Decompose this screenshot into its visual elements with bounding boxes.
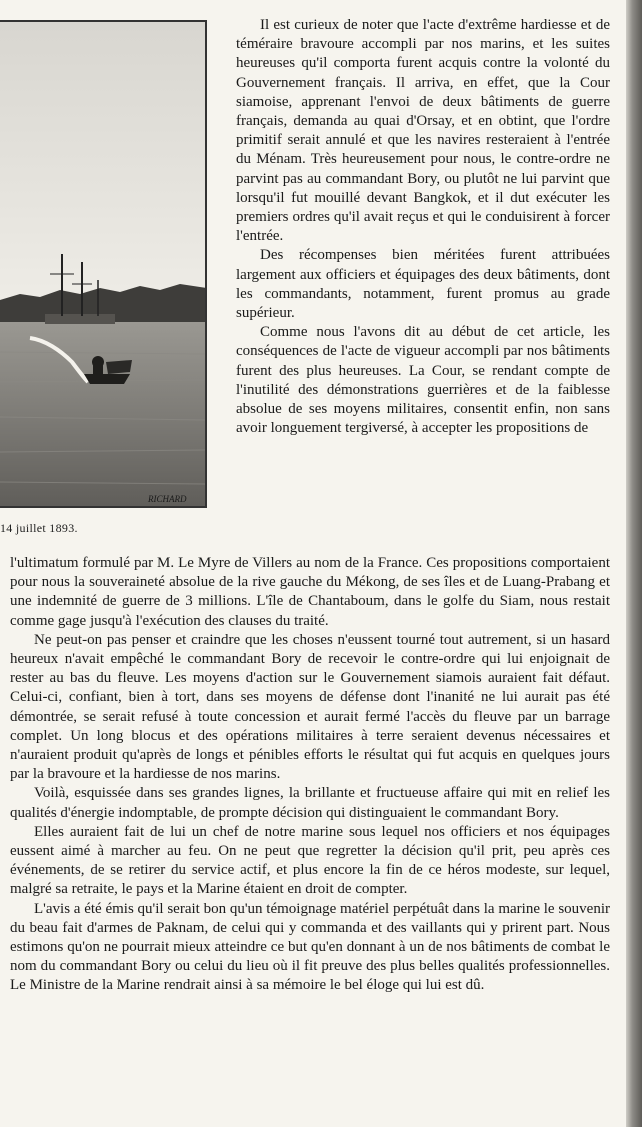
- photo-signature: RICHARD: [148, 494, 187, 504]
- full-width-text: [10, 554, 610, 996]
- paragraph: Elles auraient fait de lui un chef de notre marine sous lequel nos officiers et nos équipages eussent aimé à marcher au feu. On ne peut que regretter la décision qu'il prit, peu après ces événements, de se retirer du service actif, et plus encore la fin de ce héros modeste, sur lequel, malgré sa retraite, le pays et la Marine étaient en droit de compter.: [10, 823, 610, 898]
- paragraph: Des récompenses bien méritées furent attribuées largement aux officiers et équipages des deux bâtiments, dont les commandants, notamment, furent promus au grade supérieur.: [236, 247, 610, 322]
- paragraph: Ne peut-on pas penser et craindre que les choses n'eussent tourné tout autrement, si un hasard heureux n'avait empêché le commandant Bory de recevoir le contre-ordre qui lui enjoignait de rester au bas du fleuve. Les moyens d'action sur le Gouvernement siamois auraient fait défaut. Celui-ci, confiant, bien à tort, dans ses moyens de défense dont l'inanité ne lui aurait pas été démontrée, se serait refusé à toute concession et aurait fermé l'accès du fleuve par un barrage complet. Un long blocus et des opérations militaires à terre seraient devenus nécessaires et n'auraient produit qu'après de longs et pénibles efforts le résultat qui fut acquis en quelques jours par la bravoure et la hardiesse de nos marins.: [10, 631, 610, 783]
- photo-illustration: [0, 22, 207, 508]
- right-column-text: [236, 16, 610, 438]
- paragraph: Voilà, esquissée dans ses grandes lignes, la brillante et fructueuse affaire qui mit en relief les qualités d'énergie indomptable, de prompte décision qui distinguaient le commandant Bory.: [10, 785, 610, 821]
- photo-caption: 14 juillet 1893.: [0, 521, 78, 535]
- paragraph: L'avis a été émis qu'il serait bon qu'un témoignage matériel perpétuât dans la marine le souvenir du beau fait d'armes de Paknam, de celui qui y commanda et des vaillants qui y prirent part. Nous estimons qu'on ne pourrait mieux atteindre ce but qu'en donnant à un de nos bâtiments de combat le nom du commandant Bory ou celui du lieu où il fit preuve des plus belles qualités professionnelles. Le Ministre de la Marine rendrait ainsi à sa mémoire le bel éloge qui lui est dû.: [10, 900, 610, 994]
- paragraph: Il est curieux de noter que l'acte d'extrême hardiesse et de téméraire bravoure accompli par nos marins, et les suites heureuses qu'il comporta furent acquis contre la volonté du Gouvernement français. Il arriva, en effet, que la Cour siamoise, apprenant l'envoi de deux bâtiments de guerre français, demanda au quai d'Orsay, et en obtint, que l'ordre primitif serait annulé et que les navires resteraient à l'entrée du Ménam. Très heureusement pour nous, le contre-ordre ne parvint pas au commandant Bory, ou plutôt ne lui parvint que lorsqu'il fut mouillé devant Bangkok, et il dut exécuter les premiers ordres qu'il avait reçus et qui le conduisirent à forcer l'entrée.: [236, 17, 610, 245]
- page-binding-edge: [626, 0, 642, 1127]
- paragraph: l'ultimatum formulé par M. Le Myre de Villers au nom de la France. Ces propositions comportaient pour nous la souveraineté absolue de la rive gauche du Mékong, de ses îles et de Luang-Prabang et une indemnité de guerre de 3 millions. L'île de Chantaboum, dans le golfe du Siam, nous restait comme gage jusqu'à l'exécution des clauses du traité.: [10, 555, 610, 629]
- harbor-photograph: [0, 20, 207, 508]
- paragraph: Comme nous l'avons dit au début de cet article, les conséquences de l'acte de vigueur accompli par nos bâtiments furent des plus heureuses. La Cour, se rendant compte de l'inutilité des démonstrations guerrières et de la faiblesse absolue de ses moyens militaires, consentit enfin, non sans avoir longuement tergiversé, à accepter les propositions de: [236, 324, 610, 437]
